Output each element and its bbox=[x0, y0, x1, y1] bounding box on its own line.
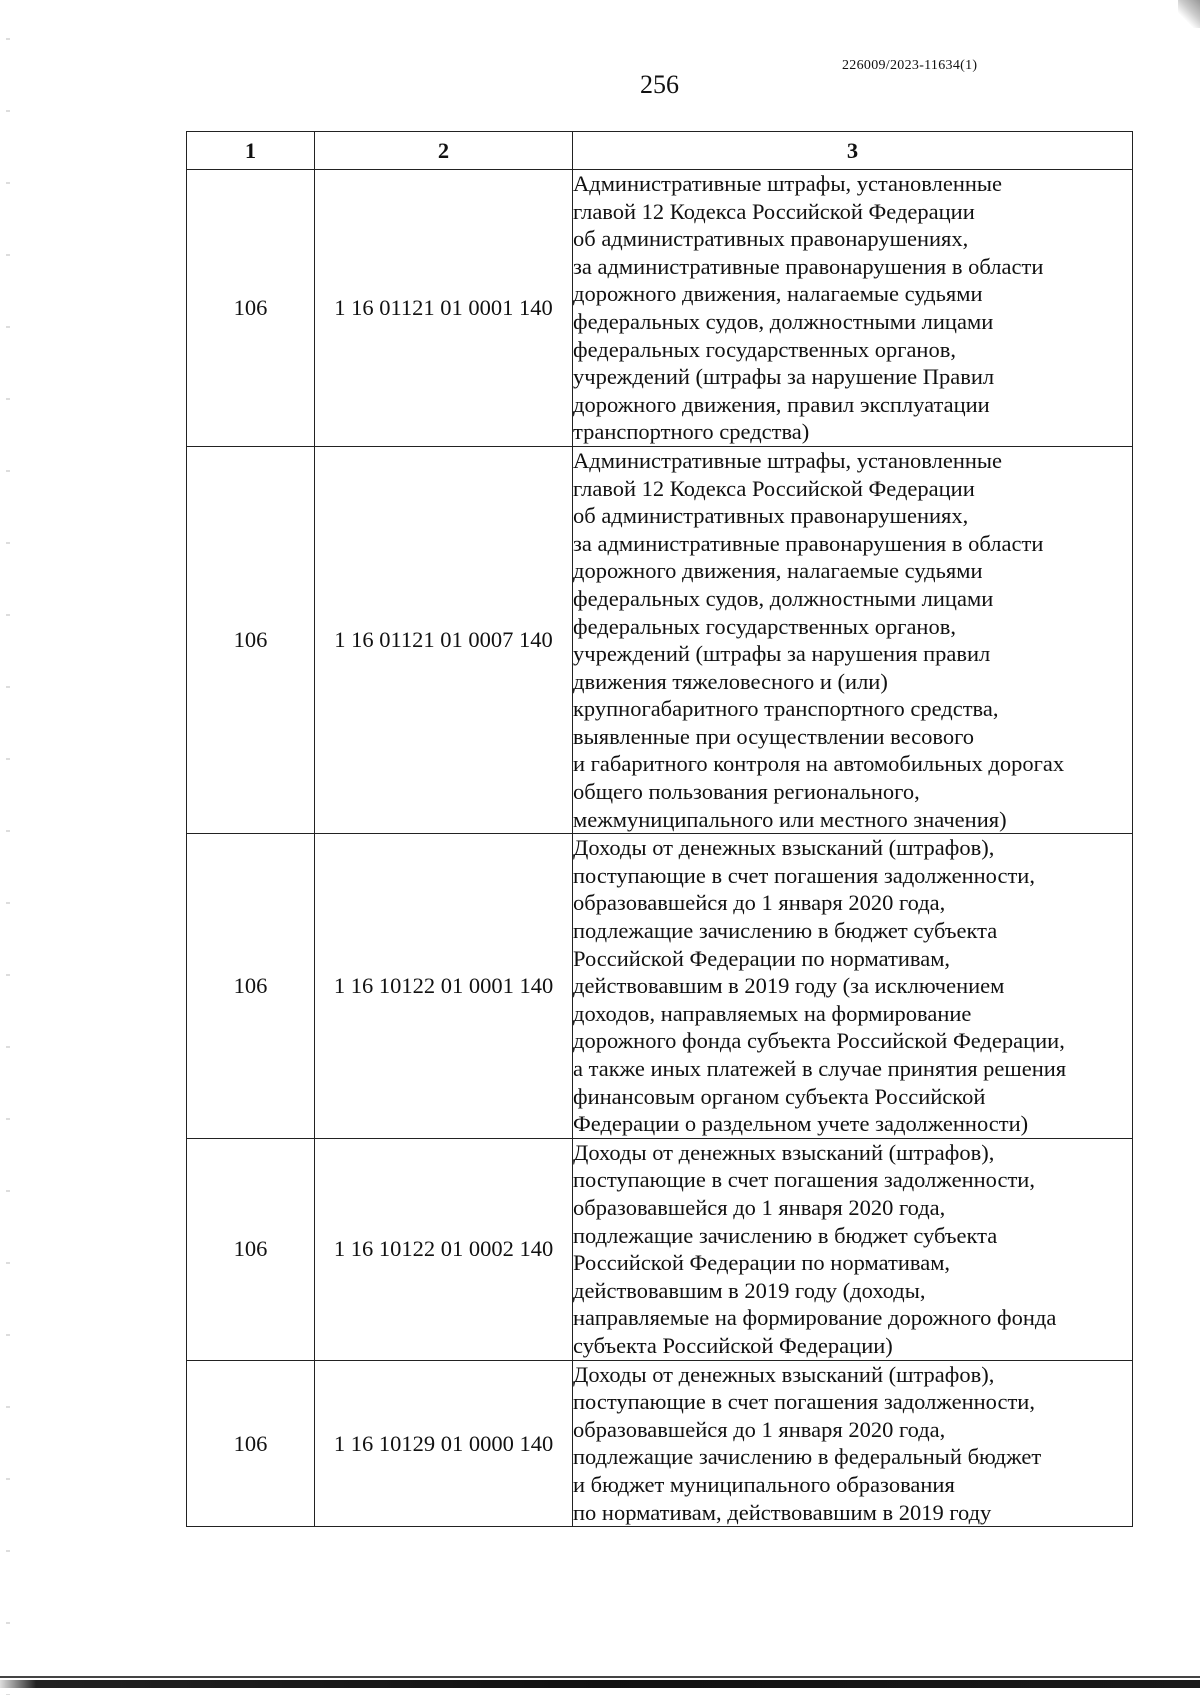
description-line: федеральных судов, должностными лицами bbox=[573, 308, 994, 334]
table-row bbox=[187, 446, 1133, 833]
scan-edge-line bbox=[0, 1676, 1200, 1678]
description-line: Административные штрафы, установленные bbox=[573, 171, 1003, 196]
column-header-3: 3 bbox=[573, 132, 1133, 170]
admin-code-cell: 106 bbox=[187, 834, 315, 1139]
table-row bbox=[187, 1360, 1133, 1527]
description-line: а также иных платежей в случае принятия решения bbox=[573, 1056, 1067, 1081]
income-description-cell bbox=[573, 1138, 1133, 1360]
column-header-1: 1 bbox=[187, 132, 315, 170]
table-row bbox=[187, 834, 1133, 1139]
description-line: Доходы от денежных взысканий (штрафов), bbox=[573, 1139, 995, 1165]
description-line: действовавшим в 2019 году (доходы, bbox=[573, 1277, 926, 1303]
description-line: Российской Федерации по нормативам, bbox=[573, 945, 951, 971]
description-line: дорожного фонда субъекта Российской Федерации, bbox=[573, 1028, 1065, 1054]
page-number: 256 bbox=[640, 70, 679, 99]
description-line: подлежащие зачислению в бюджет субъекта bbox=[573, 1222, 998, 1248]
budget-classification-code-cell: 1 16 01121 01 0001 140 bbox=[315, 170, 573, 447]
table-header-row bbox=[187, 132, 1133, 170]
description-line: транспортного средства) bbox=[573, 419, 810, 445]
description-line: финансовым органом субъекта Российской bbox=[573, 1083, 986, 1109]
budget-classification-code-cell: 1 16 10129 01 0000 140 bbox=[315, 1360, 573, 1527]
description-line: действовавшим в 2019 году (за исключением bbox=[573, 973, 1005, 999]
description-line: за административные правонарушения в области bbox=[573, 530, 1044, 556]
description-line: поступающие в счет погашения задолженности, bbox=[573, 1167, 1035, 1193]
budget-classification-code-cell: 1 16 01121 01 0007 140 bbox=[315, 446, 573, 833]
description-line: Российской Федерации по нормативам, bbox=[573, 1250, 951, 1276]
table-body bbox=[187, 170, 1133, 1527]
description-line: доходов, направляемых на формирование bbox=[573, 1000, 972, 1026]
description-line: дорожного движения, налагаемые судьями bbox=[573, 558, 983, 584]
description-line: выявленные при осуществлении весового bbox=[573, 723, 975, 749]
admin-code-cell: 106 bbox=[187, 170, 315, 447]
description-line: учреждений (штрафы за нарушение Правил bbox=[573, 364, 995, 390]
column-header-2: 2 bbox=[315, 132, 573, 170]
description-line: учреждений (штрафы за нарушения правил bbox=[573, 641, 991, 667]
scan-bottom-edge bbox=[0, 1680, 1200, 1688]
income-description-cell bbox=[573, 170, 1133, 447]
description-line: субъекта Российской Федерации) bbox=[573, 1332, 893, 1358]
document-registration-number: 226009/2023-11634(1) bbox=[842, 58, 978, 73]
description-line: об административных правонарушениях, bbox=[573, 503, 969, 529]
description-line: по нормативам, действовавшим в 2019 году bbox=[573, 1499, 992, 1525]
description-line: общего пользования регионального, bbox=[573, 779, 920, 805]
description-line: и габаритного контроля на автомобильных дорогах bbox=[573, 751, 1065, 777]
admin-code-cell: 106 bbox=[187, 1360, 315, 1527]
income-description-cell bbox=[573, 446, 1133, 833]
scan-margin-artifact bbox=[6, 0, 10, 1695]
description-line: дорожного движения, правил эксплуатации bbox=[573, 391, 990, 417]
description-line: подлежащие зачислению в бюджет субъекта bbox=[573, 918, 998, 944]
budget-codes-table bbox=[186, 131, 1133, 1527]
table-row bbox=[187, 170, 1133, 447]
table-row bbox=[187, 1138, 1133, 1360]
description-line: федеральных государственных органов, bbox=[573, 336, 956, 362]
description-line: федеральных государственных органов, bbox=[573, 613, 956, 639]
budget-classification-code-cell: 1 16 10122 01 0002 140 bbox=[315, 1138, 573, 1360]
income-description-cell bbox=[573, 834, 1133, 1139]
description-line: федеральных судов, должностными лицами bbox=[573, 585, 994, 611]
description-line: и бюджет муниципального образования bbox=[573, 1471, 955, 1497]
description-line: подлежащие зачислению в федеральный бюджет bbox=[573, 1444, 1042, 1470]
income-description-cell bbox=[573, 1360, 1133, 1527]
description-line: образовавшейся до 1 января 2020 года, bbox=[573, 890, 946, 916]
description-line: крупногабаритного транспортного средства, bbox=[573, 696, 999, 722]
budget-classification-code-cell: 1 16 10122 01 0001 140 bbox=[315, 834, 573, 1139]
description-line: об административных правонарушениях, bbox=[573, 226, 969, 252]
description-line: образовавшейся до 1 января 2020 года, bbox=[573, 1416, 946, 1442]
description-line: движения тяжеловесного и (или) bbox=[573, 668, 888, 694]
description-line: поступающие в счет погашения задолженности, bbox=[573, 862, 1035, 888]
admin-code-cell: 106 bbox=[187, 446, 315, 833]
description-line: направляемые на формирование дорожного фонда bbox=[573, 1305, 1057, 1331]
description-line: поступающие в счет погашения задолженности, bbox=[573, 1389, 1035, 1415]
description-line: межмуниципального или местного значения) bbox=[573, 806, 1007, 832]
description-line: Доходы от денежных взысканий (штрафов), bbox=[573, 835, 995, 861]
description-line: главой 12 Кодекса Российской Федерации bbox=[573, 198, 975, 224]
description-line: дорожного движения, налагаемые судьями bbox=[573, 281, 983, 307]
description-line: за административные правонарушения в области bbox=[573, 253, 1044, 279]
scan-corner-artifact bbox=[1178, 0, 1200, 28]
admin-code-cell: 106 bbox=[187, 1138, 315, 1360]
description-line: образовавшейся до 1 января 2020 года, bbox=[573, 1194, 946, 1220]
description-line: главой 12 Кодекса Российской Федерации bbox=[573, 475, 975, 501]
description-line: Административные штрафы, установленные bbox=[573, 447, 1003, 473]
description-line: Доходы от денежных взысканий (штрафов), bbox=[573, 1361, 995, 1387]
description-line: Федерации о раздельном учете задолженности) bbox=[573, 1111, 1029, 1137]
